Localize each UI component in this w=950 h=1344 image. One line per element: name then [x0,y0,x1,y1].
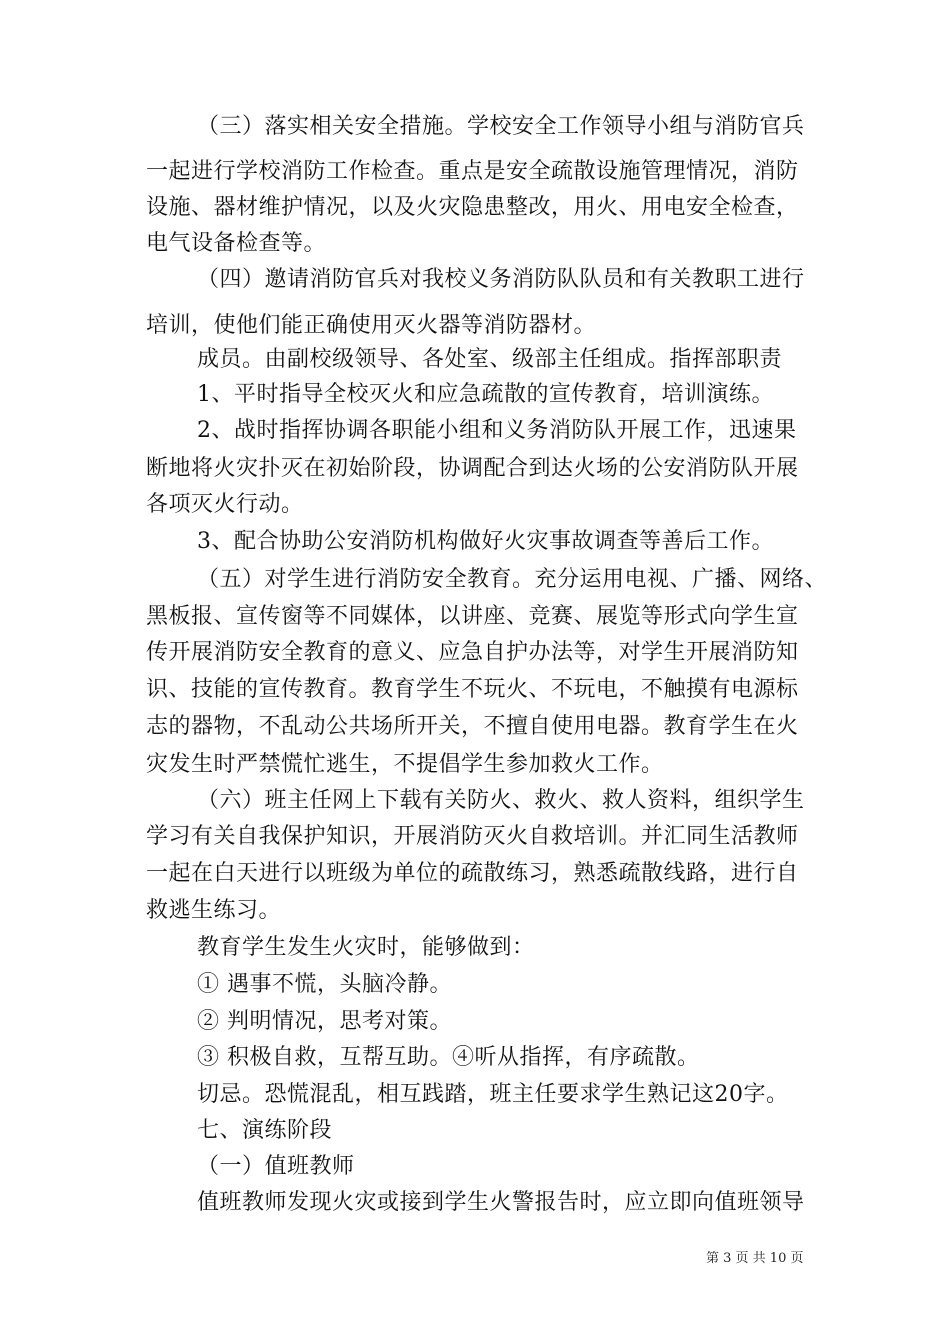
text-line: 1、平时指导全校灭火和应急疏散的宣传教育，培训演练。 [197,382,774,407]
text-line: 培训，使他们能正确使用灭火器等消防器材。 [146,313,597,338]
text-line: 2、战时指挥协调各职能小组和义务消防队开展工作，迅速果 [197,418,797,443]
page-number: 第 3 页 共 10 页 [706,1251,804,1266]
text-line: 志的器物，不乱动公共场所开关，不擅自使用电器。教育学生在火 [146,714,799,739]
text-line: 教育学生发生火灾时，能够做到： [197,935,535,960]
text-line: ② 判明情况，思考对策。 [197,1009,452,1034]
text-line: 传开展消防安全教育的意义、应急自护办法等，对学生开展消防知 [146,640,799,665]
text-line: 切忌。恐慌混乱，相互践踏，班主任要求学生熟记这20字。 [197,1082,789,1107]
text-line: 断地将火灾扑灭在初始阶段，协调配合到达火场的公安消防队开展 [146,456,799,481]
text-line: （四）邀请消防官兵对我校义务消防队队员和有关教职工进行 [197,267,805,292]
text-line: （五）对学生进行消防安全教育。充分运用电视、广播、网络、 [197,567,828,592]
text-line: 黑板报、宣传窗等不同媒体，以讲座、竞赛、展览等形式向学生宣 [146,604,799,629]
text-line: 一起在白天进行以班级为单位的疏散练习，熟悉疏散线路，进行自 [146,861,799,886]
text-line: 设施、器材维护情况，以及火灾隐患整改，用火、用电安全检查， [146,195,799,220]
text-line: ① 遇事不慌，头脑冷静。 [197,972,452,997]
text-line: 值班教师发现火灾或接到学生火警报告时，应立即向值班领导 [197,1190,805,1215]
text-line: 一起进行学校消防工作检查。重点是安全疏散设施管理情况，消防 [146,159,799,184]
text-line: 学习有关自我保护知识，开展消防灭火自救培训。并汇同生活教师 [146,824,799,849]
text-line: 电气设备检查等。 [146,231,327,256]
text-line: （三）落实相关安全措施。学校安全工作领导小组与消防官兵 [197,114,805,139]
text-line: ③ 积极自救，互帮互助。④听从指挥，有序疏散。 [197,1045,700,1070]
text-line: 救逃生练习。 [146,898,282,923]
text-line: 灾发生时严禁慌忙逃生，不提倡学生参加救火工作。 [146,752,664,777]
text-line: （一）值班教师 [197,1154,355,1179]
text-line: 3、配合协助公安消防机构做好火灾事故调查等善后工作。 [197,529,774,554]
text-line: 识、技能的宣传教育。教育学生不玩火、不玩电，不触摸有电源标 [146,677,799,702]
text-line: 各项灭火行动。 [146,492,304,517]
text-line: 成员。由副校级领导、各处室、级部主任组成。指挥部职责 [197,347,783,372]
text-line: 七、演练阶段 [197,1118,333,1143]
text-line: （六）班主任网上下载有关防火、救火、救人资料，组织学生 [197,788,805,813]
